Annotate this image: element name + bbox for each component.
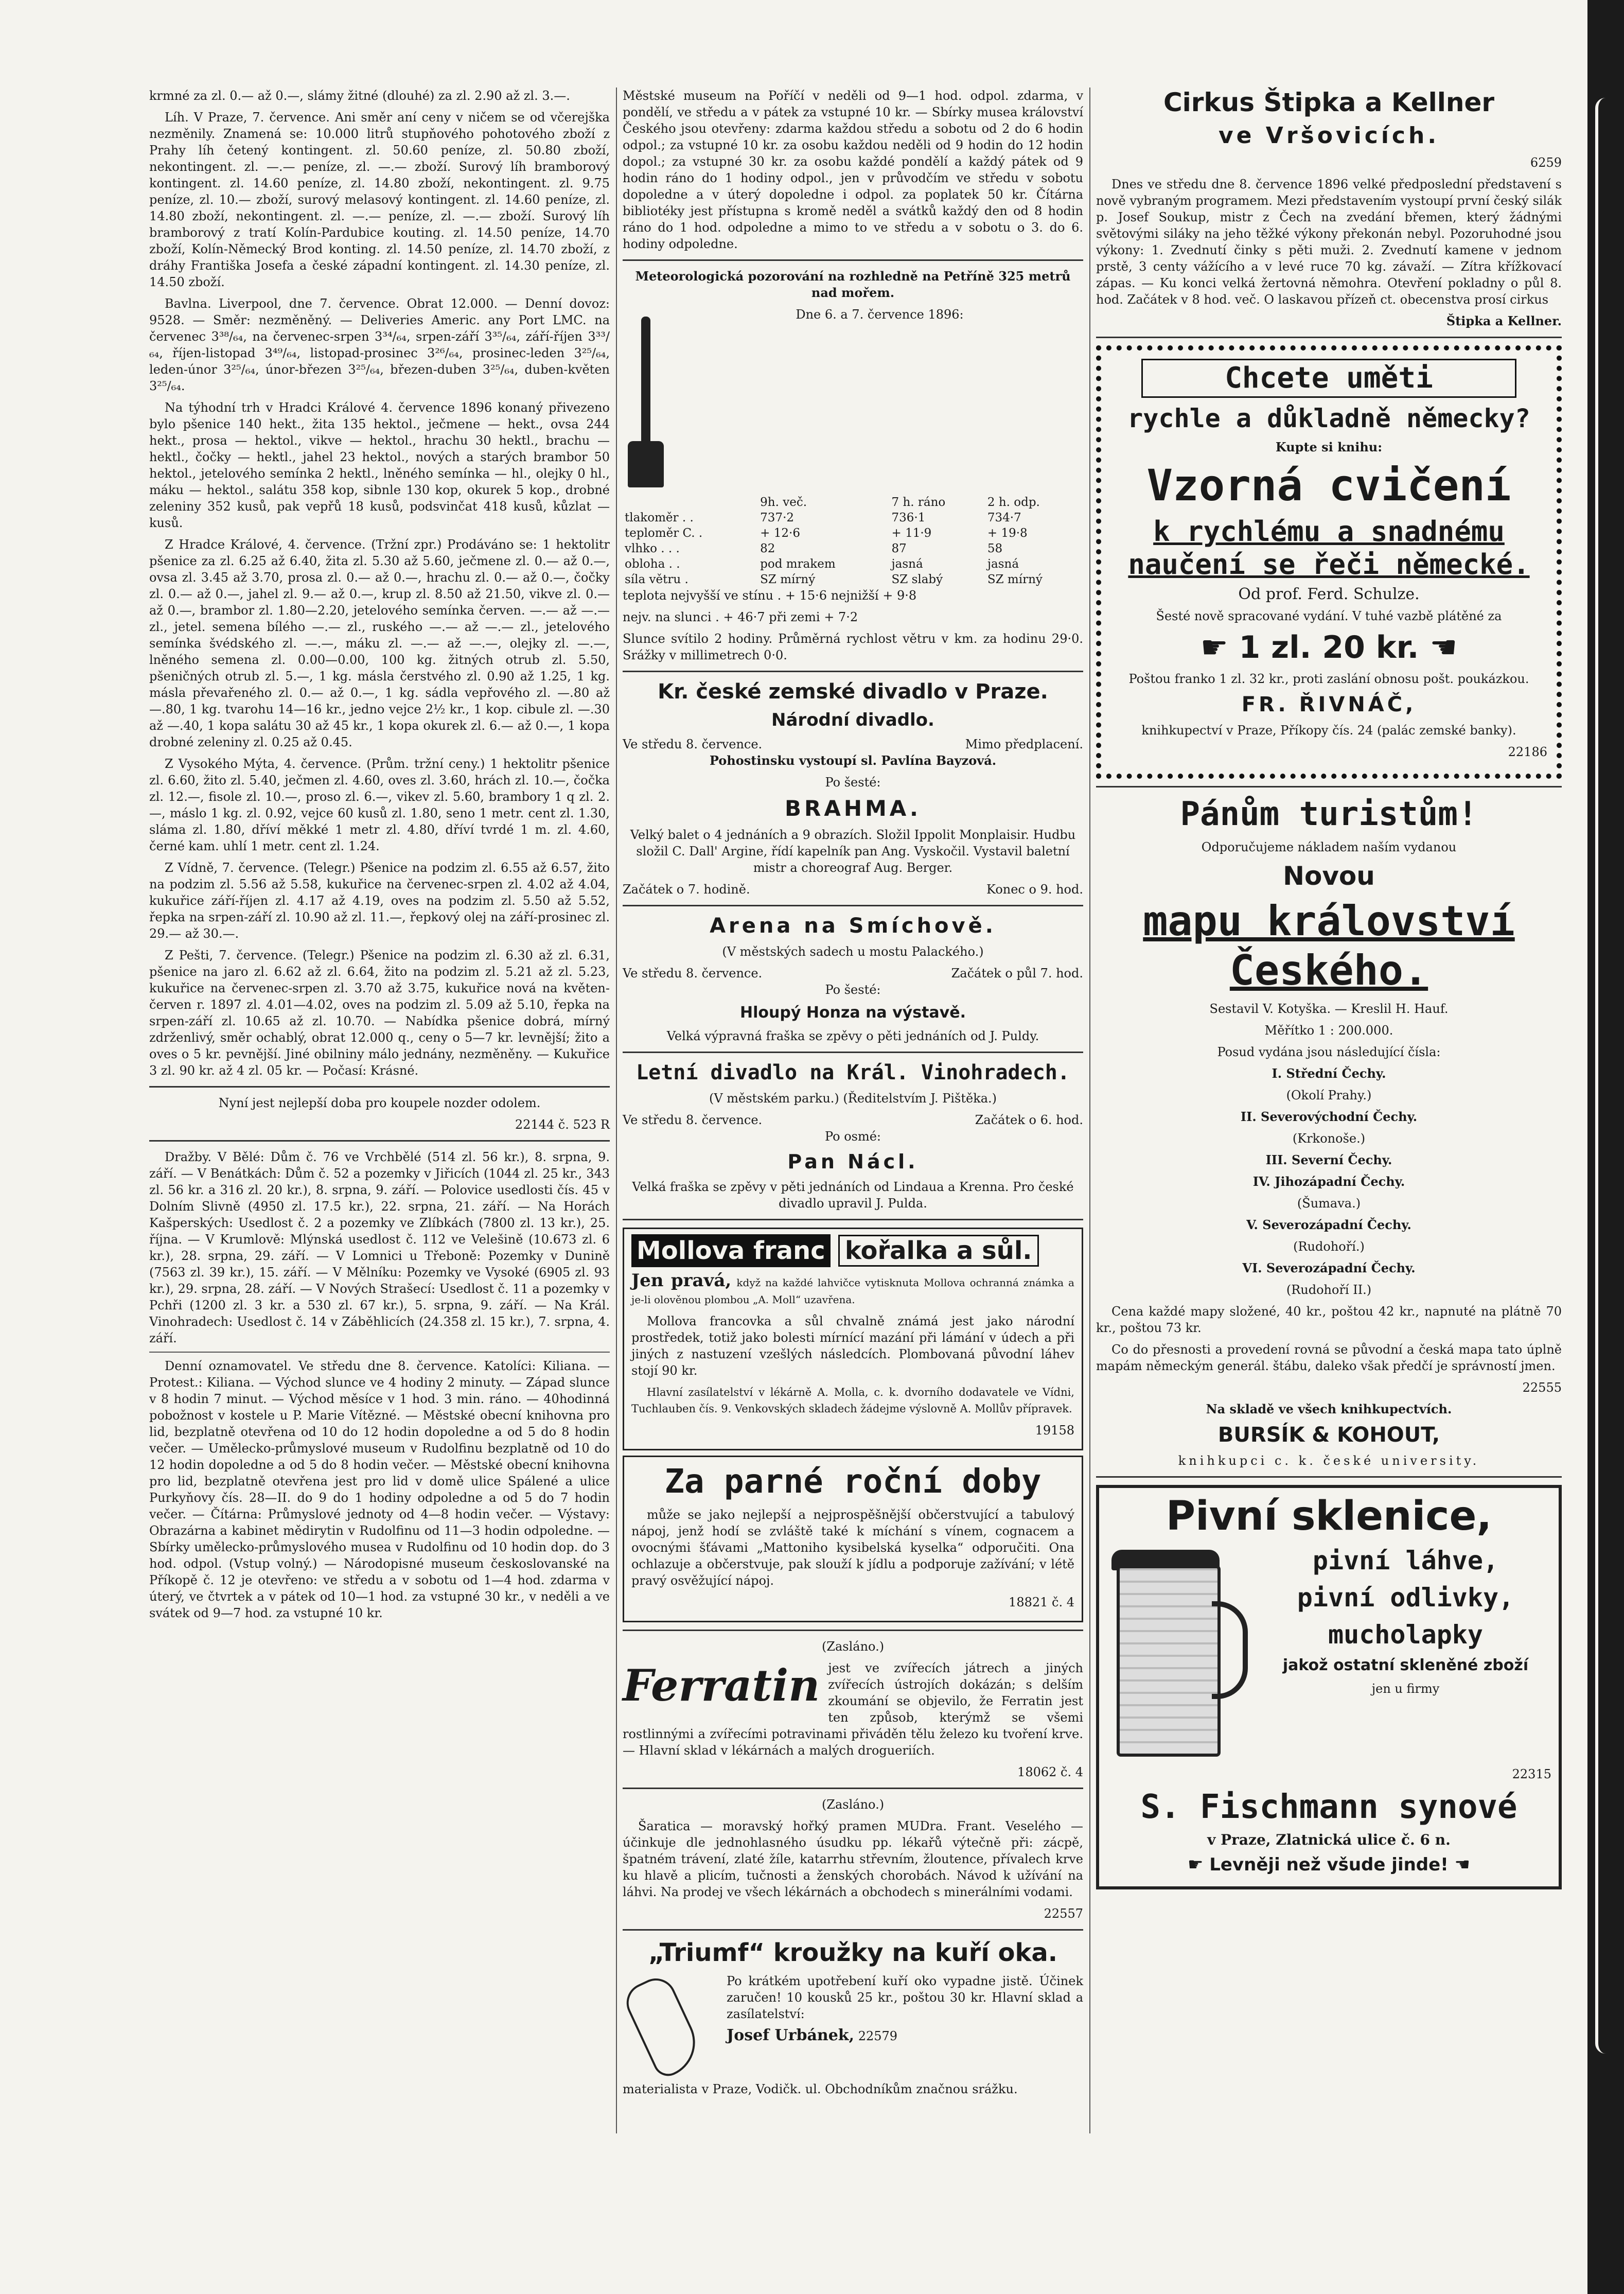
tourist-map-sale: Na skladě ve všech knihkupectvích. [1206, 1402, 1452, 1416]
ferratin-ad [623, 1638, 1083, 1780]
german-book-buy: Kupte si knihu: [1275, 440, 1383, 454]
german-book-question-2: rychle a důkladně německy? [1127, 404, 1530, 433]
mattoni-ad-title: Za parné roční doby [664, 1463, 1042, 1501]
meteorology-note: teplota nejvyšší ve stínu . + 15·6 nejnižší + 9·8 [623, 588, 917, 603]
page-edge-curve [1595, 98, 1619, 2054]
arena-start: Začátek o půl 7. hod. [951, 966, 1083, 980]
mattoni-ad [623, 1456, 1083, 1622]
circus-ad-number: 6259 [1530, 155, 1562, 170]
divider [149, 1352, 610, 1353]
beer-glass-ad [1096, 1485, 1562, 1889]
table-row: vlhko . . . 82 87 58 [625, 542, 1003, 555]
paragraph-drazby: Dražby. V Bělé: Dům č. 76 ve Vrchbělé (514 zl. 56 kr.), 8. srpna, 9. září. — V Benátkách: Dům č. 52 a pozemky v Jiřicích (1044 zl. 25 kr., 343 zl. 56 kr. a 316 zl. 20 kr.), 8. srpna, 9. září. — Polovice usedlosti čís. 45 v Dolním Slivně (4950 zl. 17.5 kr.), 22. srpna, 21. září. — Na Horách Kašperských: Usedlost č. 2 a pozemky ve Zlíbkách (7800 zl. 13 kr.), 25. října. — V Krumlově: Mlýnská usedlost č. 112 ve Velešině (10.673 zl. 6 kr.), 28. srpna, 29. září. — V Lomnici u Třeboně: Pozemky v Dunině (7563 zl. 39 kr.), 15. září. — V Mělníku: Pozemky ve Vysoké (6905 zl. 93 kr.), 29. srpna, 28. září. — V Nových Strašecí: Usedlost č. 11 a pozemky v Pchři (1200 zl. 3 kr. a 530 zl. 67 kr.), 5. srpna, 9. září. — Na Král. Vinohradech: Usedlost č. 14 v Záběhlicích (24.358 zl. 15 kr.), 7. srpna, 4. září. [149, 1150, 610, 1345]
german-book-number: 22186 [1508, 745, 1547, 759]
german-book-publisher: FR. ŘIVNÁČ, [1241, 693, 1417, 716]
theatre-note: Mimo předplacení. [965, 737, 1083, 751]
tourist-map-new: Novou [1283, 861, 1375, 891]
tourist-map-item-sub: (Šumava.) [1297, 1196, 1361, 1211]
divider [1096, 786, 1562, 787]
moll-ad-headline [631, 1234, 1074, 1267]
meteorology-table [623, 495, 1083, 587]
german-book-title: Vzorná cvičení [1146, 460, 1511, 511]
theatre-title: Kr. české zemské divadlo v Praze. [658, 680, 1048, 704]
paragraph: krmné za zl. 0.— až 0.—, slámy žitné (dlouhé) za zl. 2.90 až zl. 3.—. [149, 89, 570, 103]
arena-date: Ve středu 8. července. [623, 966, 763, 980]
divider [149, 1086, 610, 1088]
triumf-ad [623, 1938, 1083, 2097]
moll-ad-address: Hlavní zasílatelství v lékárně A. Molla, c. k. dvorního dodavatele ve Vídni, Tuchlauben čís. 9. Venkovských skladech žádejme výslovně A. Mollův přípravek. [631, 1386, 1074, 1415]
column-3 [1096, 87, 1562, 1895]
summer-theatre-date: Ve středu 8. července. [623, 1113, 763, 1127]
saratica-ad [623, 1796, 1083, 1922]
theatre-subtitle: Národní divadlo. [771, 710, 934, 730]
meteorology-section [623, 268, 1083, 663]
triumf-ad-body: Po krátkém upotřebení kuří oko vypadne jistě. Účinek zaručen! 10 kousků 25 kr., poštou 30 kr. Hlavní sklad a zasílatelství: [727, 1974, 1083, 2021]
divider [623, 905, 1083, 906]
moll-ad-genuine-note: když na každé lahvičce vytisknuta Mollova ochranná známka a je-li olověnou plombou „A. Moll“ uzavřena. [631, 1276, 1074, 1306]
mattoni-ad-number: 18821 č. 4 [1009, 1595, 1074, 1609]
small-ad: Nyní jest nejlepší doba pro koupele nozder odolem. [218, 1096, 541, 1110]
beer-glass-number: 22315 [1512, 1767, 1551, 1781]
paragraph-vysoke-myto: Z Vysokého Mýta, 4. července. (Prům. tržní ceny.) 1 hektolitr pšenice zl. 6.60, žito zl. 5.40, ječmen zl. 4.60, oves zl. 3.60, hrách zl. 10.—, čočka zl. 12.—, fisole zl. 10.—, proso zl. 6.—, vikev zl. 5.60, brambory 1 q zl. 2.—, máslo 1 kg. zl. 0.92, vejce 60 kusů zl. 1.80, seno 1 metr. cent zl. 1.30, sláma zl. 1.80, dříví měkké 1 metr zl. 4.80, dříví tvrdé 1 m. zl. 4.60, černé kam. uhlí 1 metr. cent zl. 1.24. [149, 757, 610, 853]
theatre-date-row [623, 736, 1083, 752]
table-header: 2 h. odp. [987, 496, 1040, 509]
moll-ad-number: 19158 [1035, 1423, 1074, 1438]
divider [623, 1929, 1083, 1931]
summer-theatre-description: Velká fraška se zpěvy v pěti jednáních od Lindaua a Krenna. Pro české divadlo upravil J. Pulda. [632, 1180, 1074, 1211]
triumf-ad-title: „Triumf“ kroužky na kuří oka. [648, 1938, 1058, 1967]
tourist-map-publisher: BURSÍK & KOHOUT, [1217, 1423, 1440, 1447]
tourist-map-authors: Sestavil V. Kotyška. — Kreslil H. Hauf. [1209, 1002, 1449, 1016]
table-row: síla větru . SZ mírný SZ slabý SZ mírný [625, 573, 1043, 586]
summer-theatre-title: Letní divadlo na Král. Vinohradech. [636, 1061, 1070, 1084]
german-book-publisher-address: knihkupectví v Praze, Příkopy čís. 24 (palác zemské banky). [1141, 723, 1516, 738]
theatre-guest: Pohostinsku vystoupí sl. Pavlína Bayzová. [709, 753, 997, 768]
pointing-hand-icon: ☚ [1448, 1854, 1471, 1875]
paragraph-lih: Líh. V Praze, 7. července. Ani směr aní ceny v ničem se od včerejška nezměnily. Znamená se: 10.000 litrů stupňového pohotového zboží z Prahy líh četený kontingent. zl. 50.60 peníze, zl. 50.80 zboží, nekontingent. zl. —.— peníze, zl. —.— zboží. Surový líh bramborový kontingent. zl. 14.60 peníze, zl. 14.80 zboží, nekontingent. zl. 9.75 peníze, zl. 10.— zboží, surový melasový kontingent. zl. 14.60 peníze, zl. 14.80 zboží, nekontingent. zl. —.— peníze, zl. —.— zboží. Surový líh bramborový z tratí Kolín-Pardubice kouting. zl. 14.50 peníze, 14.70 zboží, Kolín-Německý Brod konting. zl. 14.50 peníze, zl. 14.70 zboží, z dráhy Františka Josefa a české západní kontingent. zl. 14.30 peníze, zl. 14.50 zboží. [149, 110, 610, 289]
beer-glass-line: pivní odlivky, [1297, 1583, 1514, 1613]
beer-glass-firm-intro: jen u firmy [1371, 1682, 1440, 1696]
saratica-ad-number: 22557 [1044, 1906, 1083, 1921]
tourist-map-publisher-note: knihkupci c. k. české university. [1178, 1454, 1480, 1468]
national-theatre-listing [623, 679, 1083, 898]
moll-ad-product: kořalka a sůl. [838, 1235, 1039, 1267]
thermometer-icon [623, 306, 669, 492]
paragraph-hradec-ceny: Z Hradce Králové, 4. července. (Tržní zpr.) Prodáváno se: 1 hektolitr pšenice za zl. 6.25 až 6.40, žita zl. 5.30 až 5.60, ječmene zl. 0.— až 0.—, ovsa zl. 3.45 až 3.70, prosa zl. 0.— až 0.—, hrachu zl. 0.— až 0.—, čočky zl. 0.— až 0.—, jahel zl. 9.— až 0.—, krup zl. 8.50 až 21.50, vikve zl. 0.— až 0.—, brambor zl. 1.80—2.20, jetelového semínka červen. —.— až —.— zl., jetel. semena bílého —.— zl., ruského —.— až —.— zl., jetelového semínka švédského zl. —.—, máku zl. —.— až —.—, olejky zl. —.—, lněného semena zl. 0.00—0.00, 100 kg. žitných otrub zl. 5.50, pšeničných otrub zl. 5.—, 1 kg. másla čerstvého zl. 0.90 až 1.25, 1 kg. másla převařeného zl. 0.— až 0.—, 1 kg. sádla vepřového zl. —.80 až —.80, 1 kg. tvarohu 14—16 kr., jedno vejce 2½ kr., 1 kop. cibule zl. —.30 až —.40, 1 kopa salátu 30 až 45 kr., 1 kopa okurek zl. 6.— až 0.—, 1 kopa drobné zeleniny zl. 0.25 až 0.45. [149, 537, 610, 749]
column-rule [1089, 87, 1090, 2133]
summer-theatre-listing [623, 1060, 1083, 1212]
summer-theatre-start: Začátek o 6. hod. [975, 1113, 1083, 1127]
meteorology-note: Slunce svítilo 2 hodiny. Průměrná rychlost větru v km. za hodinu 29·0. Srážky v millimetrech 0·0. [623, 632, 1083, 662]
paragraph-pest: Z Pešti, 7. července. (Telegr.) Pšenice na podzim zl. 6.30 až zl. 6.31, pšenice na jaro zl. 6.62 až zl. 6.64, žito na podzim zl. 5.21 až zl. 5.23, kukuřice na červenec-srpen zl. 3.70 až 3.75, kukuřice nová na květen-červen r. 1897 zl. 4.01—4.02, oves na podzim zl. 5.09 až 5.10, řepka na srpen-září zl. 10.65 až zl. 10.70. — Nabídka pšenice dobrá, mírný zdrženlivý, směr ochablý, obrat 12.000 q., ceny o 5—7 kr. levnější; žito a oves o 5 kr. pevnější. Jiné obilniny málo jednány, nezměněny. — Kukuřice 3 zl. 90 kr. až 4 zl. 05 kr. — Počasí: Krásné. [149, 948, 610, 1078]
tourist-map-item: III. Severní Čechy. [1265, 1152, 1392, 1167]
meteorology-note: nejv. na slunci . + 46·7 při zemi + 7·2 [623, 610, 858, 624]
tourist-map-intro: Odporučujeme nákladem naším vydanou [1201, 840, 1457, 854]
column-1 [149, 87, 610, 1626]
table-row: tlakoměr . . 737·2 736·1 734·7 [625, 511, 1021, 524]
mattoni-ad-body: může se jako nejlepší a nejprospěšnější občerstvující a tabulový nápoj, jenž hodí se zvláště také k míchání s vínem, cognacem a ovocnými šťávami „Mattoniho kysibelská kyselka“ odporučiti. Ona ochlazuje a občerstvuje, pak slouží k jídlu a podporuje zažívání; v létě pravý osvěžující nápoj. [631, 1508, 1074, 1588]
column-2 [623, 87, 1083, 2103]
circus-ad-title: Cirkus Štipka a Kellner [1163, 87, 1495, 117]
german-book-subtitle: k rychlému a snadnému naučení se řeči německé. [1128, 515, 1530, 581]
paragraph-denni-oznamovatel: Denní oznamovatel. Ve středu dne 8. července. Katolíci: Kiliana. — Protest.: Kiliana. — Východ slunce ve 4 hodiny 2 minuty. — Západ slunce v 8 hodin 7 minut. — Východ měsíce v 1 hod. 3 min. ráno. — 40hodinná pobožnost v kostele u P. Marie Vítězné. — Městské obecní knihovna pro lid, bezplatně otevřena od 10 do 12 hodin dopoledne a od 5 do 8 hodin večer. — Umělecko-průmyslové museum v Rudolfinu bezplatně od 10 do 12 hodin dopoledne a od 5 do 8 hodin večer. — Městské obecní knihovna pro lid, bezplatně otevřena jest pro lid v domě ulice Spálené a ulice Purkyňovy čís. 28—II. do 9 do 1 hodiny odpoledne a od 5 do 7 hodin večer. — Čítárna: Průmyslové jednoty od 4—8 hodin večer. — Výstavy: Obrazárna a kabinet mědirytin v Rudolfinu od 11—3 hodin odpoledne. — Sbírky umělecko-průmyslového musea v Rudolfinu od 10 hodin dop. do 3 hod. odpol. (Vstup volný.) — Národopisné museum českoslovanské na Příkopě č. 12 je otevřeno: ve středu a v sobotu od 1—4 hod. zdarma v úterý, ve čtvrtek a v pátek od 10—1 hod. za vstupné 30 kr., v neděli a ve svátek od 9—7 hod. za vstupné 10 kr. [149, 1359, 610, 1620]
tourist-map-item: I. Střední Čechy. [1272, 1066, 1386, 1081]
arena-listing [623, 914, 1083, 1044]
theatre-date: Ve středu 8. července. [623, 737, 763, 751]
meteorology-date: Dne 6. a 7. července 1896: [796, 307, 964, 322]
moll-ad-genuine: Jen pravá, [631, 1270, 732, 1291]
tourist-map-accuracy: Co do přesnosti a provedení rovná se původní a česká mapa tato úplně mapám německým generál. štábu, daleko však předčí je správností jmen. [1096, 1342, 1562, 1373]
triumf-ad-address: materialista v Praze, Vodičk. ul. Obchodníkům značnou srážku. [623, 2082, 1018, 2096]
tourist-map-item: IV. Jihozápadní Čechy. [1252, 1174, 1405, 1189]
tourist-map-scale: Měřítko 1 : 200.000. [1264, 1023, 1393, 1038]
tourist-map-item-sub: (Rudohoří.) [1293, 1239, 1365, 1254]
paragraph-hradec-trh: Na týhodní trh v Hradci Králové 4. července 1896 konaný přivezeno bylo pšenice 140 hekt., žita 135 hektol., ječmene — hekt., ovsa 244 hekt., prosa — hektol., vikve — hektol., hrachu 30 hektl., brachu — hektl., čočky — hektl., jahel 23 hektol., nových a starých brambor 50 hektol., jetelového semínka 2 hektl., lněného semínka — hl., olejky 0 hl., máku — hektol., salátu 358 kop, sibnle 130 kop, okurek 5 kop., drobné zeleniny 352 kusů, pak vepřů 18 kusů, podsvinčat 418 kusů, kůzlat — kusů. [149, 400, 610, 530]
beer-glass-address: v Praze, Zlatnická ulice č. 6 n. [1207, 1831, 1451, 1848]
beer-mug-icon [1106, 1545, 1250, 1761]
table-header: 9h. več. [760, 496, 807, 509]
german-book-question-box [1141, 359, 1516, 398]
divider [623, 1630, 1083, 1631]
table-row: obloha . . pod mrakem jasná jasná [625, 557, 1019, 571]
pointing-hand-icon: ☚ [1419, 629, 1458, 666]
arena-title: Arena na Smíchově. [710, 914, 996, 938]
divider [623, 1788, 1083, 1789]
tourist-map-number: 22555 [1522, 1380, 1562, 1395]
german-book-question-1: Chcete uměti [1225, 361, 1433, 395]
german-book-postage: Poštou franko 1 zl. 32 kr., proti zaslání obnosu pošt. poukázkou. [1128, 672, 1529, 686]
tourist-map-item: II. Severovýchodní Čechy. [1240, 1109, 1418, 1124]
meteorology-title: Meteorologická pozorování na rozhledně na Petříně 325 metrů nad mořem. [635, 269, 1071, 300]
summer-theatre-date-row [623, 1112, 1083, 1128]
moll-ad-brand: Mollova franc [631, 1234, 831, 1267]
german-book-edition: Šesté nově spracované vydání. V tuhé vazbě plátěné za [1156, 609, 1502, 623]
saratica-ad-body: Šaratica — moravský hořký pramen MUDra. Frant. Veselého — účinkuje dle jednohlasného úsudku pp. lékařů výtečně při: zácpě, špatném trávení, zlaté žíle, katarrhu střevním, žloutence, přívalech krve ku hlavě a plicím, tučnosti a ženských chorobách. Návod k užívání na láhvi. Na prodej ve všech lékárnách a obchodech s minerálními vodami. [623, 1819, 1083, 1899]
beer-glass-line: mucholapky [1328, 1620, 1484, 1650]
divider [1096, 337, 1562, 338]
divider [623, 259, 1083, 261]
tourist-map-list-intro: Posud vydána jsou následující čísla: [1217, 1045, 1441, 1059]
arena-play-title: Hloupý Honza na výstavě. [740, 1004, 966, 1022]
tourist-map-item-sub: (Krkonoše.) [1292, 1131, 1366, 1146]
german-book-ad [1096, 345, 1562, 779]
tourist-map-ad [1096, 795, 1562, 1469]
arena-subtitle: (V městských sadech u mostu Palackého.) [722, 944, 984, 959]
table-header: 7 h. ráno [891, 496, 946, 509]
moll-ad-body: Mollova francovka a sůl chvalně známá jest jako národní prostředek, totiž jako bolesti mírnící mazání při lámání v údech a při jiných z nastuzení vzešlých následcích. Plombovaná původní láhev stojí 90 kr. [631, 1314, 1074, 1378]
theatre-description: Velký balet o 4 jednáních a 9 obrazích. Složil Ippolit Monplaisir. Hudbu složil C. Dall' Argine, řídí kapelník pan Ang. Vyskočil. Vystavil baletní mistr a choreograf Aug. Berger. [630, 828, 1076, 875]
theatre-play-title: BRAHMA. [784, 796, 922, 821]
end-time: Konec o 9. hod. [986, 882, 1083, 897]
divider [149, 1140, 610, 1142]
start-time: Začátek o 7. hodině. [623, 882, 750, 897]
german-book-author: Od prof. Ferd. Schulze. [1238, 585, 1420, 603]
foot-icon [623, 1973, 720, 2081]
saratica-ad-header: (Zasláno.) [821, 1797, 885, 1812]
german-book-price: ☛ 1 zl. 20 kr. ☚ [1200, 629, 1458, 666]
arena-performance-no: Po šesté: [825, 983, 881, 997]
triumf-ad-seller: Josef Urbánek, [727, 2026, 855, 2044]
divider [623, 671, 1083, 672]
arena-description: Velká výpravná fraška se zpěvy o pěti jednáních od J. Puldy. [666, 1029, 1039, 1043]
tourist-map-item: V. Severozápadní Čechy. [1246, 1217, 1411, 1232]
divider [623, 1219, 1083, 1220]
table-row: teploměr C. . + 12·6 + 11·9 + 19·8 [625, 527, 1028, 540]
paragraph-museum: Městské museum na Poříčí v neděli od 9—1 hod. odpol. zdarma, v pondělí, ve středu a v pátek za vstupné 10 kr. — Sbírky musea království Českého jsou otevřeny: zdarma každou středu a sobotu od 2 do 6 hodin odpol.; za vstupné 10 kr. za osobu každou neděli od 9 hodin do 12 hodin dopol.; za vstupné 30 kr. za osobu každé pondělí a každý pátek od 9 hodin ráno do 1 hodiny odpol., jen v průvodčím ve středu v sobotu dopoledne a v úterý dopoledne i odpol. za poplatek 50 kr. Čítárna bibliotéky jest přístupna s kromě neděl a svátků každý den od 8 hodin ráno do 1 hod. odpoledne a mimo to ve středu a v sobotu o 3. do 6. hodiny odpoledne. [623, 89, 1083, 251]
divider [623, 1052, 1083, 1053]
circus-ad-body: Dnes ve středu dne 8. července 1896 velké předposlední představení s nově vybraným programem. Mezi představením vystoupí první český silák p. Josef Soukup, mistr z Čech na zvedání břemen, který žádnými světovými siláky na jeho těžké výkony překonán nebyl. Pozoruhodné jsou výkony: 1. Zvednutí činky s pěti muži. 2. Zvednutí kamene v jednom prstě, 3 centy vážícího a v levé ruce 70 kg. závaží. — Zítra křížkovací zápas. — Ku konci velká žertovná němohra. Otevření pokladny o půl 8. hod. Začátek v 8 hod. več. O laskavou přízeň ct. obecenstva prosí cirkus [1096, 177, 1562, 307]
summer-theatre-play-title: Pan Nácl. [787, 1150, 919, 1173]
beer-glass-cheaper: ☛ Levněji než všude jinde! ☚ [1187, 1854, 1471, 1875]
beer-glass-line: pivní láhve, [1312, 1546, 1499, 1575]
tourist-map-title: Pánům turistům! [1180, 795, 1478, 833]
circus-ad-signature: Štipka a Kellner. [1446, 313, 1562, 328]
circus-ad [1096, 87, 1562, 329]
beer-glass-title: Pivní sklenice, [1166, 1493, 1492, 1539]
moll-ad [623, 1228, 1083, 1450]
paragraph-bavlna: Bavlna. Liverpool, dne 7. července. Obrat 12.000. — Denní dovoz: 9528. — Směr: nezměněný. — Deliveries Americ. any Port LMC. na červenec 3³⁸/₆₄, na červenec-srpen 3³⁴/₆₄, srpen-září 3³⁵/₆₄, září-říjen 3³³/₆₄, říjen-listopad 3⁴⁹/₆₄, listopad-prosinec 3²⁶/₆₄, prosinec-leden 3²⁵/₆₄, leden-únor 3²⁵/₆₄, únor-březen 3²⁵/₆₄, březen-duben 3²⁵/₆₄, duben-květen 3²⁵/₆₄. [149, 296, 610, 393]
arena-date-row [623, 965, 1083, 982]
pointing-hand-icon: ☛ [1187, 1854, 1210, 1875]
tourist-map-price: Cena každé mapy složené, 40 kr., poštou 42 kr., napnuté na plátně 70 kr., poštou 73 kr. [1096, 1304, 1562, 1335]
paragraph-viden: Z Vídně, 7. července. (Telegr.) Pšenice na podzim zl. 6.55 až 6.57, žito na podzim zl. 5.56 až 5.58, kukuřice na červenec-srpen zl. 4.02 až 4.04, kukuřice září-říjen zl. 4.17 až 4.19, oves na podzim zl. 5.50 až 5.52, řepka na srpen-září zl. 10.90 až zl. 11.—, řepkový olej na září-prosinec zl. 29.— až 30.—. [149, 861, 610, 941]
ferratin-ad-header: (Zasláno.) [821, 1639, 885, 1654]
pointing-hand-icon: ☛ [1200, 629, 1239, 666]
summer-theatre-performance-no: Po osmé: [824, 1129, 881, 1144]
circus-ad-subtitle: ve Vršovicích. [1218, 122, 1440, 149]
divider [1096, 1476, 1562, 1478]
column-rule [616, 87, 617, 2133]
beer-glass-firm: S. Fischmann synové [1140, 1788, 1517, 1826]
theatre-performance-no: Po šesté: [825, 775, 881, 790]
theatre-times [623, 881, 1083, 898]
tourist-map-product: mapu království Českého. [1143, 897, 1515, 994]
triumf-ad-number: 22579 [858, 2029, 898, 2043]
ferratin-ad-body: jest ve zvířecích játrech a jiných zvířecích ústrojích dokázán; s delším zkoumání se objevilo, že Ferratin jest ten způsob, kterýmž se všemi rostlinnými a zvířecími potravinami přiváděn tělu železo ku tvoření krve. — Hlavní sklad v lékárnách a malých drogueriích. [623, 1661, 1083, 1758]
tourist-map-item-sub: (Rudohoří II.) [1286, 1283, 1372, 1297]
summer-theatre-subtitle: (V městském parku.) (Ředitelstvím J. Pištěka.) [709, 1091, 997, 1106]
ferratin-logo: Ferratin [623, 1660, 820, 1711]
ferratin-ad-number: 18062 č. 4 [1017, 1765, 1083, 1779]
beer-glass-line: jakož ostatní skleněné zboží [1282, 1656, 1529, 1674]
tourist-map-item: VI. Severozápadní Čechy. [1242, 1260, 1416, 1275]
tourist-map-item-sub: (Okolí Prahy.) [1286, 1088, 1372, 1102]
ad-number: 22144 č. 523 R [515, 1117, 610, 1132]
